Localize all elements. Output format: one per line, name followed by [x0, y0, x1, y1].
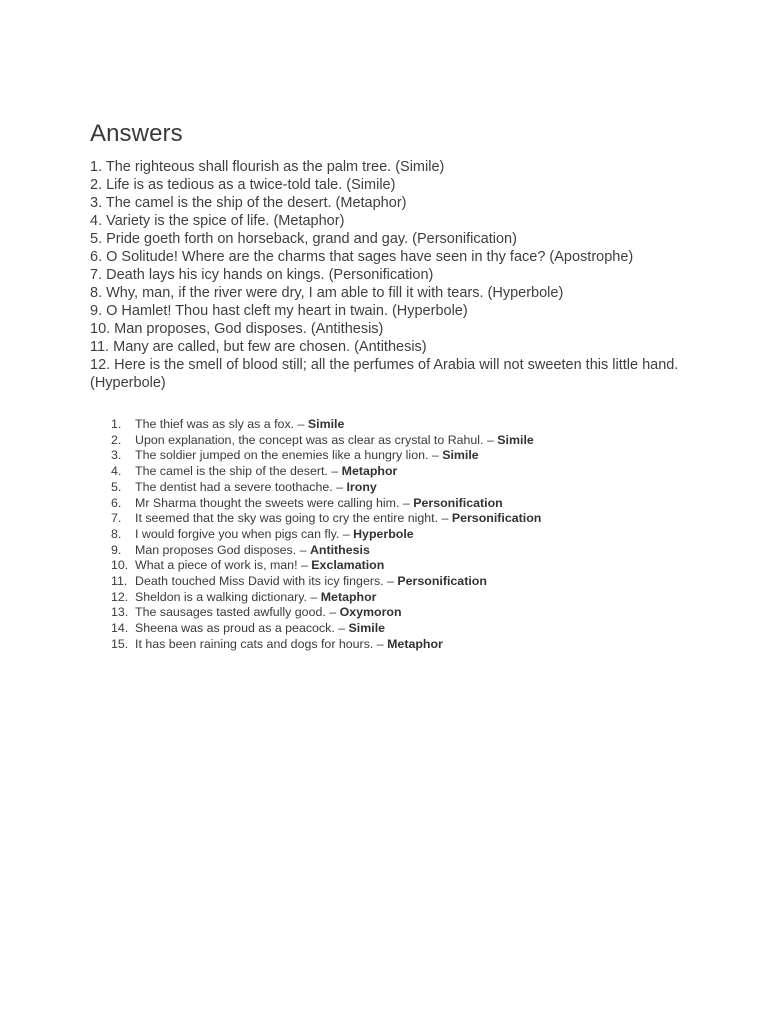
answer-line: 3. The camel is the ship of the desert. (Metaphor)	[90, 195, 407, 211]
answer-line: 8. Why, man, if the river were dry, I am able to fill it with tears. (Hyperbole)	[90, 285, 564, 301]
list-item	[111, 574, 671, 590]
list-item	[111, 621, 671, 637]
item-sentence: It seemed that the sky was going to cry the entire night. –	[135, 511, 452, 526]
item-sentence: The soldier jumped on the enemies like a hungry lion. –	[135, 448, 443, 463]
item-number: 15.	[111, 636, 129, 651]
item-sentence: It has been raining cats and dogs for hours. –	[135, 636, 388, 651]
list-item	[111, 448, 671, 464]
list-item	[111, 527, 671, 543]
item-number: 5.	[111, 479, 122, 494]
item-answer: Simile	[497, 432, 534, 447]
answer-line: 5. Pride goeth forth on horseback, grand and gay. (Personification)	[90, 231, 517, 247]
list-item	[111, 496, 671, 512]
item-answer: Metaphor	[341, 464, 398, 479]
item-sentence: Mr Sharma thought the sweets were calling him. –	[135, 495, 414, 510]
list-item	[111, 637, 671, 653]
item-answer: Metaphor	[320, 589, 377, 604]
item-sentence: Death touched Miss David with its icy fingers. –	[135, 574, 398, 589]
answer-line: 11. Many are called, but few are chosen. (Antithesis)	[90, 339, 427, 355]
answer-line: 9. O Hamlet! Thou hast cleft my heart in twain. (Hyperbole)	[90, 303, 468, 319]
item-sentence: Sheena was as proud as a peacock. –	[135, 621, 349, 636]
answer-line: 2. Life is as tedious as a twice-told tale. (Simile)	[90, 177, 396, 193]
list-item	[111, 605, 671, 621]
list-item	[111, 558, 671, 574]
item-number: 8.	[111, 526, 122, 541]
item-sentence: The dentist had a severe toothache. –	[135, 479, 347, 494]
item-sentence: I would forgive you when pigs can fly. –	[135, 526, 354, 541]
item-sentence: The camel is the ship of the desert. –	[135, 464, 342, 479]
item-number: 14.	[111, 621, 129, 636]
item-answer: Oxymoron	[339, 605, 402, 620]
list-item	[111, 417, 671, 433]
answer-line: 4. Variety is the spice of life. (Metaphor)	[90, 213, 345, 229]
item-answer: Antithesis	[309, 542, 370, 557]
item-answer: Simile	[307, 417, 345, 431]
item-number: 12.	[111, 589, 129, 604]
list-item	[111, 543, 671, 559]
item-answer: Irony	[346, 479, 377, 494]
item-answer: Personification	[397, 574, 487, 589]
list-item	[111, 464, 671, 480]
item-answer: Hyperbole	[353, 526, 414, 541]
item-number: 4.	[111, 464, 122, 479]
figures-of-speech-list	[111, 417, 671, 653]
item-sentence: Sheldon is a walking dictionary. –	[135, 589, 321, 604]
list-item	[111, 480, 671, 496]
item-answer: Simile	[442, 448, 479, 463]
answer-line: 7. Death lays his icy hands on kings. (Personification)	[90, 267, 434, 283]
item-sentence: What a piece of work is, man! –	[135, 558, 312, 573]
answer-line: 6. O Solitude! Where are the charms that sages have seen in thy face? (Apostrophe)	[90, 249, 634, 265]
list-item	[111, 433, 671, 449]
item-sentence: The thief was as sly as a fox. –	[135, 417, 308, 431]
item-sentence: Upon explanation, the concept was as clear as crystal to Rahul. –	[135, 432, 498, 447]
item-answer: Metaphor	[387, 636, 443, 651]
item-number: 9.	[111, 542, 122, 557]
list-item	[111, 590, 671, 606]
item-answer: Personification	[451, 511, 542, 526]
item-answer: Simile	[348, 621, 386, 636]
item-number: 10.	[111, 558, 129, 573]
list-item	[111, 511, 671, 527]
answers-list	[90, 158, 680, 392]
item-number: 3.	[111, 448, 122, 463]
item-answer: Personification	[413, 495, 503, 510]
answer-line: 12. Here is the smell of blood still; all the perfumes of Arabia will not sweeten this little hand. (Hyperbole)	[90, 357, 679, 391]
item-answer: Exclamation	[311, 558, 385, 573]
item-sentence: Man proposes God disposes. –	[135, 542, 310, 557]
page-title: Answers	[90, 120, 183, 147]
item-number: 7.	[111, 511, 122, 526]
item-number: 13.	[111, 605, 129, 620]
item-number: 11.	[111, 574, 128, 589]
answer-line: 10. Man proposes, God disposes. (Antithesis)	[90, 321, 384, 337]
answer-line: 1. The righteous shall flourish as the palm tree. (Simile)	[90, 159, 445, 175]
item-sentence: The sausages tasted awfully good. –	[135, 605, 340, 620]
item-number: 6.	[111, 495, 122, 510]
item-number: 1.	[111, 417, 122, 431]
item-number: 2.	[111, 432, 122, 447]
